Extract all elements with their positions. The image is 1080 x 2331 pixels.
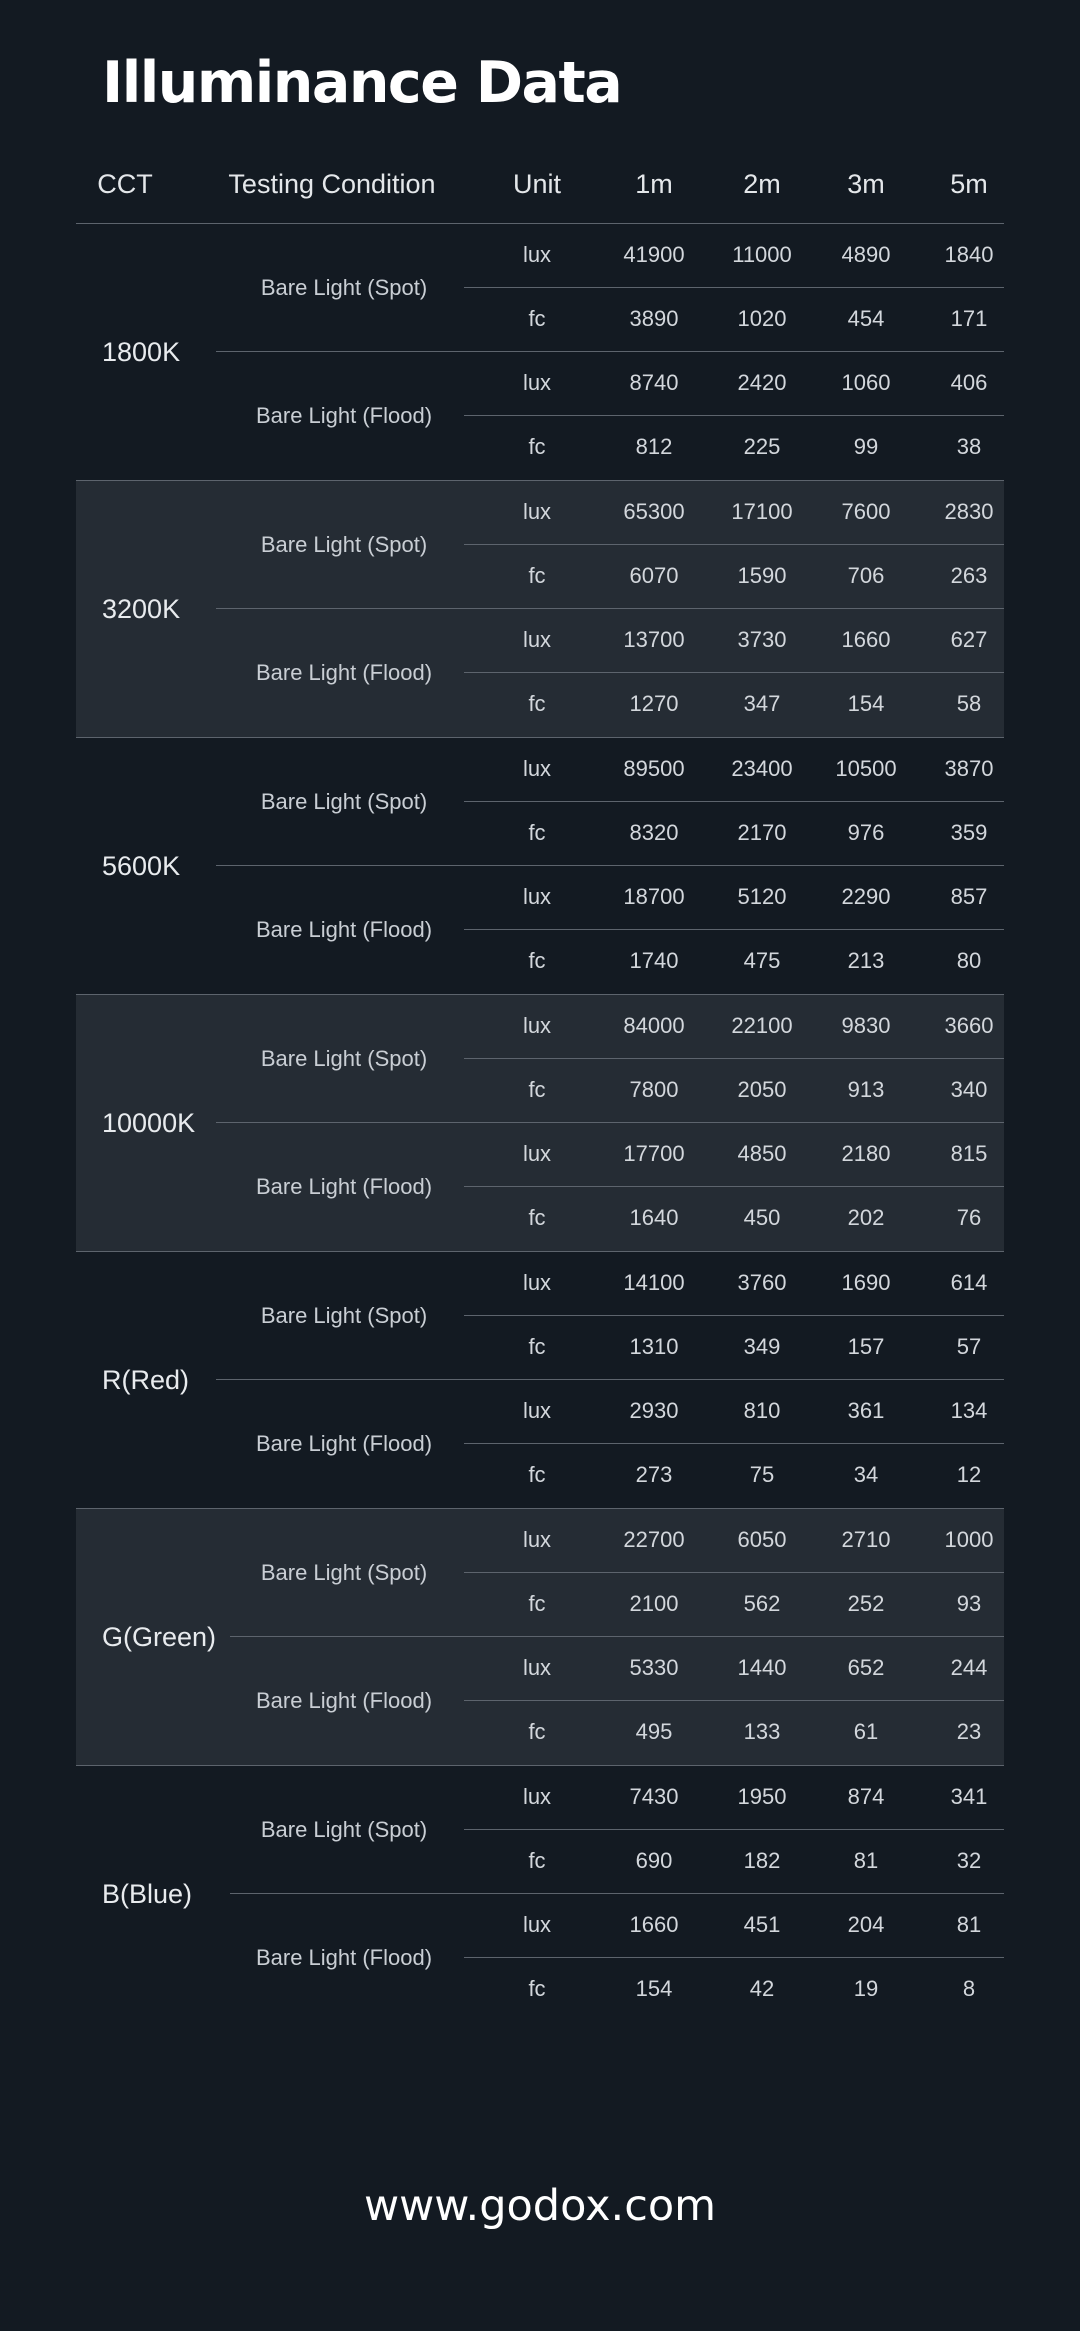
value-cell: 3870: [944, 756, 994, 781]
value-cell: 652: [847, 1655, 885, 1680]
value-cell: 1740: [629, 948, 679, 973]
value-cell: 2100: [629, 1591, 679, 1616]
table-row: [76, 866, 1004, 930]
cct-label: G(Green): [102, 1622, 217, 1652]
value-cell: 7600: [841, 499, 891, 524]
value-cell: 204: [847, 1912, 885, 1937]
value-cell: 6070: [629, 563, 679, 588]
value-cell: 157: [847, 1334, 885, 1359]
value-cell: 3660: [944, 1013, 994, 1038]
unit-cell: fc: [528, 1848, 546, 1873]
value-cell: 80: [956, 948, 982, 973]
header-cct: CCT: [97, 169, 153, 199]
value-cell: 976: [847, 820, 885, 845]
testing-condition-label: Bare Light (Spot): [260, 1046, 428, 1071]
value-cell: 202: [847, 1205, 885, 1230]
table-row: [76, 481, 1004, 545]
illuminance-table: [76, 148, 1004, 2022]
value-cell: 1640: [629, 1205, 679, 1230]
website-url: www.godox.com: [363, 2181, 717, 2231]
condition-divider: [216, 865, 1004, 866]
cct-group: [76, 224, 1004, 480]
table-row: [76, 1830, 1004, 1894]
unit-cell: fc: [528, 1205, 546, 1230]
unit-cell: fc: [528, 1591, 546, 1616]
unit-cell: lux: [522, 1270, 552, 1295]
value-cell: 134: [950, 1398, 988, 1423]
value-cell: 75: [749, 1462, 775, 1487]
value-cell: 1310: [629, 1334, 679, 1359]
unit-cell: fc: [528, 1077, 546, 1102]
value-cell: 1270: [629, 691, 679, 716]
value-cell: 627: [950, 627, 988, 652]
table-row: [76, 545, 1004, 609]
value-cell: 182: [743, 1848, 781, 1873]
value-cell: 1690: [841, 1270, 891, 1295]
table-row: [76, 1894, 1004, 1958]
value-cell: 8: [962, 1976, 976, 2001]
testing-condition-label: Bare Light (Flood): [255, 1174, 433, 1199]
value-cell: 3890: [629, 306, 679, 331]
table-row: [76, 1573, 1004, 1637]
row-divider: [464, 287, 1004, 288]
value-cell: 7430: [629, 1784, 679, 1809]
value-cell: 171: [950, 306, 988, 331]
value-cell: 1590: [737, 563, 787, 588]
value-cell: 406: [950, 370, 988, 395]
value-cell: 9830: [841, 1013, 891, 1038]
cct-label: 3200K: [102, 594, 181, 624]
table-row: [76, 1252, 1004, 1316]
value-cell: 690: [635, 1848, 673, 1873]
unit-cell: fc: [528, 820, 546, 845]
value-cell: 562: [743, 1591, 781, 1616]
table-row: [76, 1637, 1004, 1701]
value-cell: 13700: [623, 627, 685, 652]
table-body: [76, 224, 1004, 2022]
value-cell: 454: [847, 306, 885, 331]
unit-cell: lux: [522, 627, 552, 652]
value-cell: 93: [956, 1591, 982, 1616]
row-divider: [464, 801, 1004, 802]
value-cell: 32: [956, 1848, 982, 1873]
value-cell: 1660: [841, 627, 891, 652]
condition-divider: [216, 1122, 1004, 1123]
testing-condition-label: Bare Light (Flood): [255, 660, 433, 685]
value-cell: 89500: [623, 756, 685, 781]
unit-cell: fc: [528, 1976, 546, 2001]
testing-condition-label: Bare Light (Flood): [255, 917, 433, 942]
value-cell: 23: [956, 1719, 982, 1744]
value-cell: 34: [853, 1462, 879, 1487]
value-cell: 81: [956, 1912, 982, 1937]
testing-condition-label: Bare Light (Spot): [260, 1560, 428, 1585]
unit-cell: lux: [522, 370, 552, 395]
value-cell: 1020: [737, 306, 787, 331]
value-cell: 11000: [732, 242, 792, 267]
row-divider: [464, 1572, 1004, 1573]
value-cell: 273: [635, 1462, 673, 1487]
value-cell: 2290: [841, 884, 891, 909]
value-cell: 706: [847, 563, 885, 588]
unit-cell: lux: [522, 499, 552, 524]
unit-cell: lux: [522, 242, 552, 267]
value-cell: 2180: [841, 1141, 891, 1166]
table-row: [76, 1316, 1004, 1380]
unit-cell: lux: [522, 1013, 552, 1038]
value-cell: 2050: [737, 1077, 787, 1102]
value-cell: 22700: [623, 1527, 685, 1552]
value-cell: 913: [847, 1077, 885, 1102]
testing-condition-label: Bare Light (Spot): [260, 532, 428, 557]
value-cell: 857: [950, 884, 988, 909]
value-cell: 450: [743, 1205, 781, 1230]
table-row: [76, 1701, 1004, 1765]
cct-label: R(Red): [102, 1365, 190, 1395]
value-cell: 18700: [623, 884, 685, 909]
row-divider: [464, 544, 1004, 545]
value-cell: 1660: [629, 1912, 679, 1937]
condition-divider: [230, 1893, 1004, 1894]
row-divider: [464, 415, 1004, 416]
value-cell: 42: [749, 1976, 775, 2001]
value-cell: 2830: [944, 499, 994, 524]
table-row: [76, 802, 1004, 866]
value-cell: 8740: [629, 370, 679, 395]
value-cell: 58: [956, 691, 982, 716]
unit-cell: fc: [528, 948, 546, 973]
value-cell: 2420: [737, 370, 787, 395]
cct-label: B(Blue): [102, 1879, 193, 1909]
condition-divider: [216, 351, 1004, 352]
testing-condition-label: Bare Light (Spot): [260, 789, 428, 814]
value-cell: 1840: [944, 242, 994, 267]
unit-cell: fc: [528, 1719, 546, 1744]
value-cell: 61: [853, 1719, 879, 1744]
unit-cell: fc: [528, 1462, 546, 1487]
condition-divider: [216, 1379, 1004, 1380]
unit-cell: fc: [528, 691, 546, 716]
value-cell: 451: [743, 1912, 781, 1937]
value-cell: 874: [847, 1784, 885, 1809]
testing-condition-label: Bare Light (Spot): [260, 275, 428, 300]
cct-label: 10000K: [102, 1108, 196, 1138]
table-row: [76, 673, 1004, 737]
unit-cell: lux: [522, 1655, 552, 1680]
table-row: [76, 1123, 1004, 1187]
header-5m: 5m: [950, 169, 988, 199]
cct-label: 1800K: [102, 337, 181, 367]
value-cell: 2710: [841, 1527, 891, 1552]
testing-condition-label: Bare Light (Flood): [255, 1688, 433, 1713]
header-1m: 1m: [635, 169, 673, 199]
value-cell: 41900: [623, 242, 685, 267]
value-cell: 361: [847, 1398, 885, 1423]
value-cell: 10500: [835, 756, 897, 781]
testing-condition-label: Bare Light (Flood): [255, 403, 433, 428]
value-cell: 76: [956, 1205, 982, 1230]
unit-cell: lux: [522, 1527, 552, 1552]
row-divider: [464, 1957, 1004, 1958]
value-cell: 347: [743, 691, 781, 716]
testing-condition-label: Bare Light (Spot): [260, 1303, 428, 1328]
row-divider: [464, 1700, 1004, 1701]
value-cell: 81: [853, 1848, 879, 1873]
value-cell: 341: [950, 1784, 988, 1809]
value-cell: 2170: [737, 820, 787, 845]
value-cell: 614: [950, 1270, 988, 1295]
testing-condition-label: Bare Light (Spot): [260, 1817, 428, 1842]
value-cell: 57: [956, 1334, 982, 1359]
unit-cell: lux: [522, 1141, 552, 1166]
cct-group: [76, 1251, 1004, 1508]
value-cell: 7800: [629, 1077, 679, 1102]
row-divider: [464, 1058, 1004, 1059]
value-cell: 359: [950, 820, 988, 845]
table-row: [76, 609, 1004, 673]
cct-group: [76, 737, 1004, 994]
value-cell: 2930: [629, 1398, 679, 1423]
unit-cell: lux: [522, 1784, 552, 1809]
testing-condition-label: Bare Light (Flood): [255, 1945, 433, 1970]
row-divider: [464, 1443, 1004, 1444]
value-cell: 812: [635, 434, 673, 459]
row-divider: [464, 1829, 1004, 1830]
row-divider: [464, 929, 1004, 930]
value-cell: 5330: [629, 1655, 679, 1680]
table-row: [76, 352, 1004, 416]
header-3m: 3m: [847, 169, 885, 199]
unit-cell: fc: [528, 434, 546, 459]
value-cell: 815: [950, 1141, 988, 1166]
row-divider: [464, 672, 1004, 673]
value-cell: 475: [743, 948, 781, 973]
table-row: [76, 1380, 1004, 1444]
value-cell: 495: [635, 1719, 673, 1744]
table-row: [76, 416, 1004, 480]
value-cell: 244: [950, 1655, 988, 1680]
unit-cell: fc: [528, 1334, 546, 1359]
value-cell: 23400: [731, 756, 793, 781]
value-cell: 252: [847, 1591, 885, 1616]
value-cell: 3730: [737, 627, 787, 652]
table-row: [76, 224, 1004, 288]
cct-group: [76, 1765, 1004, 2022]
table-row: [76, 1187, 1004, 1251]
value-cell: 154: [847, 691, 885, 716]
condition-divider: [230, 1636, 1004, 1637]
cct-group: [76, 994, 1004, 1251]
table-row: [76, 930, 1004, 994]
value-cell: 810: [743, 1398, 781, 1423]
value-cell: 1440: [737, 1655, 787, 1680]
value-cell: 4890: [841, 242, 891, 267]
table-row: [76, 738, 1004, 802]
value-cell: 22100: [731, 1013, 793, 1038]
table-row: [76, 1766, 1004, 1830]
value-cell: 263: [950, 563, 988, 588]
cct-label: 5600K: [102, 851, 181, 881]
row-divider: [464, 1186, 1004, 1187]
row-divider: [464, 1315, 1004, 1316]
table-row: [76, 1444, 1004, 1508]
table-row: [76, 1958, 1004, 2022]
unit-cell: lux: [522, 1398, 552, 1423]
value-cell: 349: [743, 1334, 781, 1359]
condition-divider: [216, 608, 1004, 609]
header-testing-condition: Testing Condition: [228, 169, 436, 199]
value-cell: 133: [743, 1719, 781, 1744]
unit-cell: lux: [522, 756, 552, 781]
table-row: [76, 995, 1004, 1059]
unit-cell: lux: [522, 1912, 552, 1937]
value-cell: 4850: [737, 1141, 787, 1166]
value-cell: 38: [956, 434, 982, 459]
value-cell: 6050: [737, 1527, 787, 1552]
value-cell: 99: [853, 434, 879, 459]
cct-group: [76, 1508, 1004, 1765]
value-cell: 8320: [629, 820, 679, 845]
value-cell: 17700: [623, 1141, 685, 1166]
value-cell: 17100: [731, 499, 793, 524]
value-cell: 84000: [623, 1013, 685, 1038]
value-cell: 65300: [623, 499, 685, 524]
value-cell: 1000: [944, 1527, 994, 1552]
value-cell: 12: [956, 1462, 982, 1487]
value-cell: 3760: [737, 1270, 787, 1295]
page-title: Illuminance Data: [102, 50, 622, 116]
table-header: [76, 148, 1004, 224]
value-cell: 1950: [737, 1784, 787, 1809]
table-row: [76, 1509, 1004, 1573]
value-cell: 1060: [841, 370, 891, 395]
unit-cell: lux: [522, 884, 552, 909]
testing-condition-label: Bare Light (Flood): [255, 1431, 433, 1456]
header-2m: 2m: [743, 169, 781, 199]
header-unit: Unit: [512, 169, 561, 199]
value-cell: 340: [950, 1077, 988, 1102]
value-cell: 225: [743, 434, 781, 459]
value-cell: 154: [635, 1976, 673, 2001]
table-row: [76, 1059, 1004, 1123]
value-cell: 213: [847, 948, 885, 973]
value-cell: 14100: [623, 1270, 685, 1295]
table-row: [76, 288, 1004, 352]
unit-cell: fc: [528, 306, 546, 331]
unit-cell: fc: [528, 563, 546, 588]
value-cell: 19: [853, 1976, 879, 2001]
cct-group: [76, 480, 1004, 737]
value-cell: 5120: [737, 884, 787, 909]
